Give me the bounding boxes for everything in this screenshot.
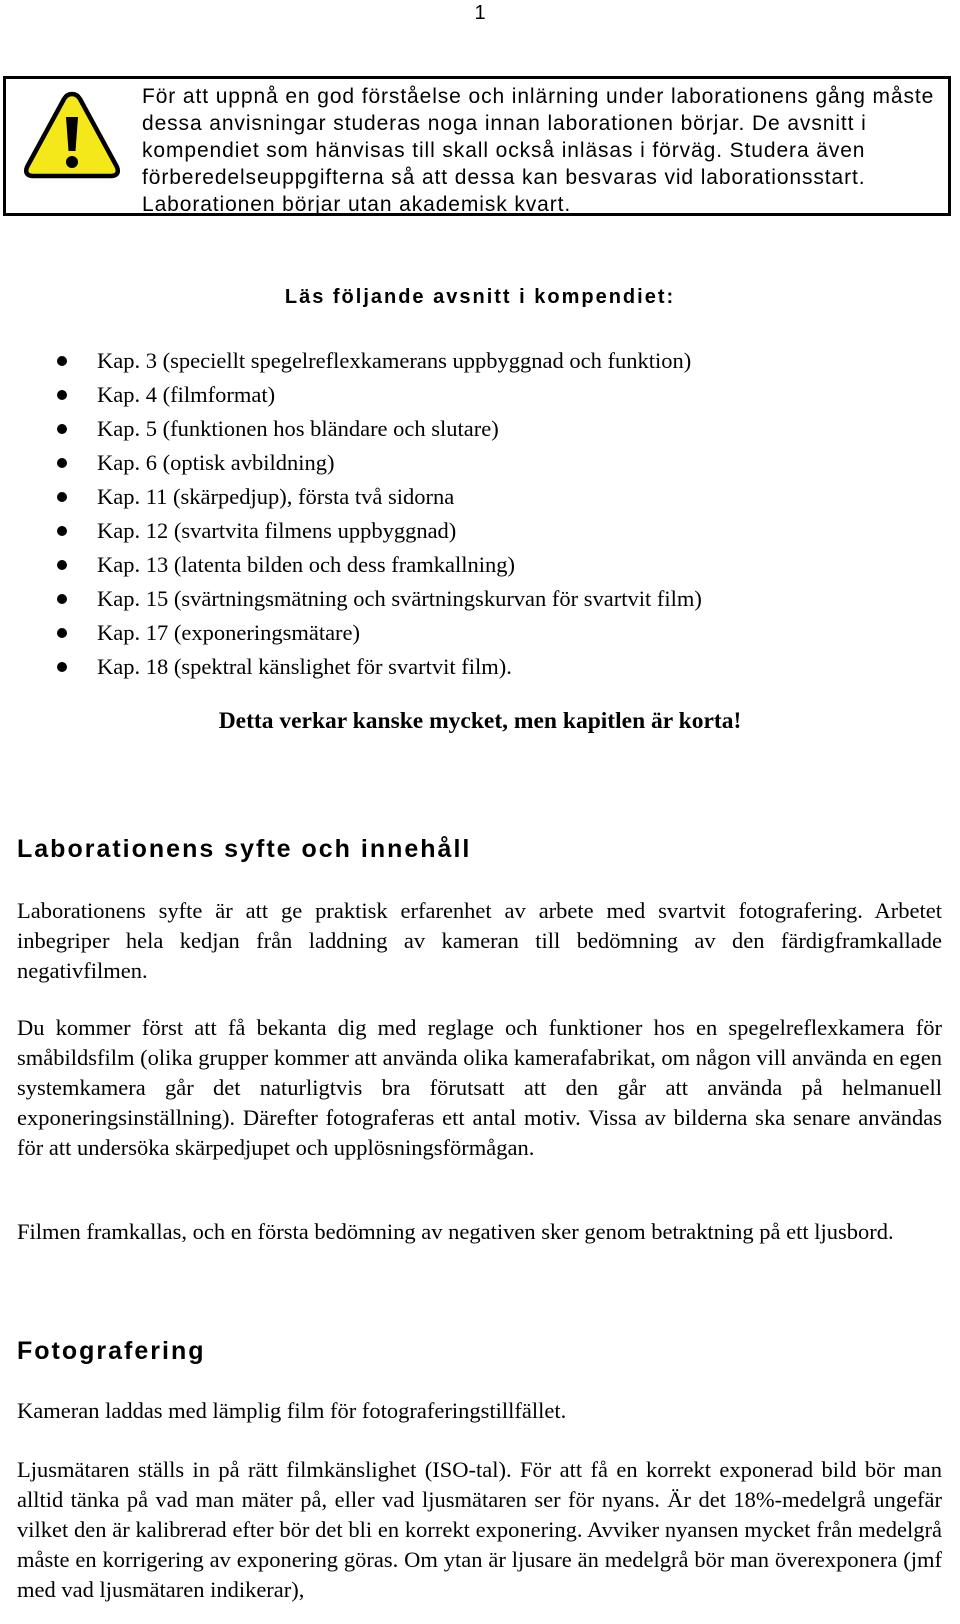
- warning-text: [142, 83, 948, 218]
- bullet-icon: [57, 390, 67, 400]
- purpose-paragraph-3: Filmen framkallas, och en första bedömning av negativen sker genom betraktning på ett ljusbord.: [17, 1219, 894, 1244]
- list-item: [0, 650, 702, 684]
- page-number: 1: [474, 2, 486, 24]
- purpose-paragraph-2: Du kommer först att få bekanta dig med reglage och funktioner hos en spegelreflexkamera för småbildsfilm (olika grupper kommer att använda olika kamerafabrikat, om någon vill använda en egen systemkamera går det naturligtvis bra förutsatt att den går att använda på helmanuell exponeringsinställning). Därefter fotograferas ett antal motiv. Vissa av bilderna ska senare användas för att undersöka skärpedjupet och upplösningsförmågan.: [17, 1015, 942, 1160]
- list-item: [0, 446, 702, 480]
- list-item-text: Kap. 3 (speciellt spegelreflexkamerans uppbyggnad och funktion): [97, 348, 692, 373]
- photography-heading: Fotografering: [17, 1337, 206, 1365]
- reading-heading: Läs följande avsnitt i kompendiet:: [284, 286, 676, 308]
- bullet-icon: [57, 424, 67, 434]
- bullet-icon: [57, 526, 67, 536]
- warning-end: .: [564, 193, 572, 216]
- list-item-text: Kap. 12 (svartvita filmens uppbyggnad): [97, 518, 457, 543]
- list-item: [0, 344, 702, 378]
- photography-paragraph-1: Kameran laddas med lämplig film för fotograferingstillfället.: [17, 1398, 567, 1423]
- bullet-icon: [57, 560, 67, 570]
- photography-paragraph-2: Ljusmätaren ställs in på rätt filmkänslighet (ISO-tal). För att få en korrekt exponerad bild bör man alltid tänka på vad man mäter på, eller vad ljusmätaren ser för nyans. Är det 18%-medelgrå ungefär vilket den är kalibrerad efter bör det bli en korrekt exponering. Avviker nyansen mycket från medelgrå måste en korrigering av exponering göras. Om ytan är ljusare än medelgrå bör man överexponera (jmf med vad ljusmätaren indikerar),: [17, 1457, 942, 1602]
- list-item: [0, 582, 702, 616]
- list-item: [0, 548, 702, 582]
- bullet-icon: [57, 662, 67, 672]
- chapter-list: [0, 344, 702, 684]
- list-item-text: Kap. 11 (skärpedjup), första två sidorna: [97, 484, 455, 509]
- list-item-text: Kap. 6 (optisk avbildning): [97, 450, 335, 475]
- list-item: [0, 616, 702, 650]
- list-item: [0, 378, 702, 412]
- purpose-heading: Laborationens syfte och innehåll: [17, 835, 472, 863]
- list-item: [0, 412, 702, 446]
- warning-box: [3, 76, 951, 216]
- emphasis-note: Detta verkar kanske mycket, men kapitlen är korta!: [218, 708, 742, 734]
- bullet-icon: [57, 594, 67, 604]
- warning-body: För att uppnå en god förståelse och inlärning under laborationens gång måste dessa anvisningar studeras noga innan laborationen börjar. De avsnitt i kompendiet som hänvisas till skall också inläsas i förväg. Studera även förberedelseuppgifterna så att dessa kan besvaras vid laborationsstart.: [142, 85, 935, 189]
- list-item-text: Kap. 15 (svärtningsmätning och svärtningskurvan för svartvit film): [97, 586, 702, 611]
- list-item-text: Kap. 5 (funktionen hos bländare och slutare): [97, 416, 499, 441]
- list-item-text: Kap. 13 (latenta bilden och dess framkallning): [97, 552, 515, 577]
- list-item: [0, 480, 702, 514]
- warning-triangle-icon: [22, 89, 122, 181]
- bullet-icon: [57, 628, 67, 638]
- list-item: [0, 514, 702, 548]
- bullet-icon: [57, 458, 67, 468]
- list-item-text: Kap. 4 (filmformat): [97, 382, 276, 407]
- purpose-paragraph-1: Laborationens syfte är att ge praktisk erfarenhet av arbete med svartvit fotografering. Arbetet inbegriper hela kedjan från laddning av kameran till bedömning av den färdigframkallade negativfilmen.: [17, 898, 942, 983]
- bullet-icon: [57, 492, 67, 502]
- bullet-icon: [57, 356, 67, 366]
- list-item-text: Kap. 18 (spektral känslighet för svartvit film).: [97, 654, 512, 679]
- list-item-text: Kap. 17 (exponeringsmätare): [97, 620, 361, 645]
- warning-underlined-text: Laborationen börjar utan akademisk kvart: [142, 193, 565, 216]
